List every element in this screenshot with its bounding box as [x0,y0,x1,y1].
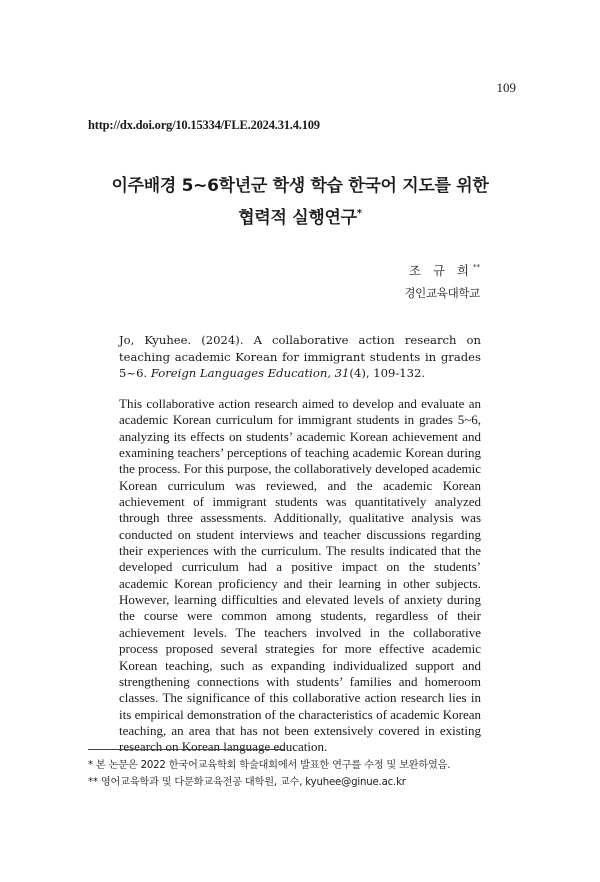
footnote-divider [88,749,284,750]
author-footnote-mark: ** [473,263,480,271]
page-number: 109 [496,80,516,95]
citation-text: Jo, Kyuhee. (2024). A collaborative action research on teaching academic Korean for immigrant students in grades 5~6. [119,333,481,381]
title-line-2-text: 협력적 실행연구 [238,208,357,228]
title-line-1: 이주배경 5~6학년군 학생 학습 한국어 지도를 위한 [111,176,489,196]
footnote-2: ** 영어교육학과 및 다문화교육전공 대학원, 교수, kyuhee@ginue.ac.kr [88,777,406,788]
author-affiliation: 경인교육대학교 [404,286,480,300]
footnote-1: * 본 논문은 2022 한국어교육학회 학술대회에서 발표한 연구를 수정 및 보완하였음. [88,760,451,771]
author-name [409,261,480,279]
paper-title [60,172,540,232]
abstract: This collaborative action research aimed to develop and evaluate an academic Korean curriculum for immigrant students in grades 5~6, analyzing its effects on students’ academic Korean achievement and examining teachers’ perceptions of teaching academic Korean during the process. For this purpose, the collaboratively developed academic Korean curriculum was reviewed, and the academic Korean achievement of immigrant students was quantitatively analyzed through three assessments. Additionally, qualitative analysis was conducted on student interviews and teacher discussions regarding their experiences with the curriculum. The results indicated that the developed curriculum had a positive impact on the students’ academic Korean proficiency and their learning in other subjects. However, learning difficulties and elevated levels of anxiety during the course were common among students, regardless of their achievement levels. The teachers involved in the collaborative process proposed several strategies for more effective academic Korean teaching, such as expanding individualized support and strengthening connections with students’ families and homeroom classes. The significance of this collaborative action research lies in its empirical demonstration of the characteristics of academic Korean teaching, an area that has not been extensively covered in existing research on Korean language education. [119,396,481,755]
citation-journal: Foreign Languages Education, 31 [150,366,350,381]
title-line-2 [60,200,540,232]
citation [119,332,481,382]
author-name-text: 조 규 희 [408,263,473,278]
citation-issue-pages: (4), 109-132. [349,366,426,381]
title-footnote-mark: * [356,208,362,219]
doi-link[interactable]: http://dx.doi.org/10.15334/FLE.2024.31.4.109 [88,118,320,132]
footnotes [88,757,518,791]
